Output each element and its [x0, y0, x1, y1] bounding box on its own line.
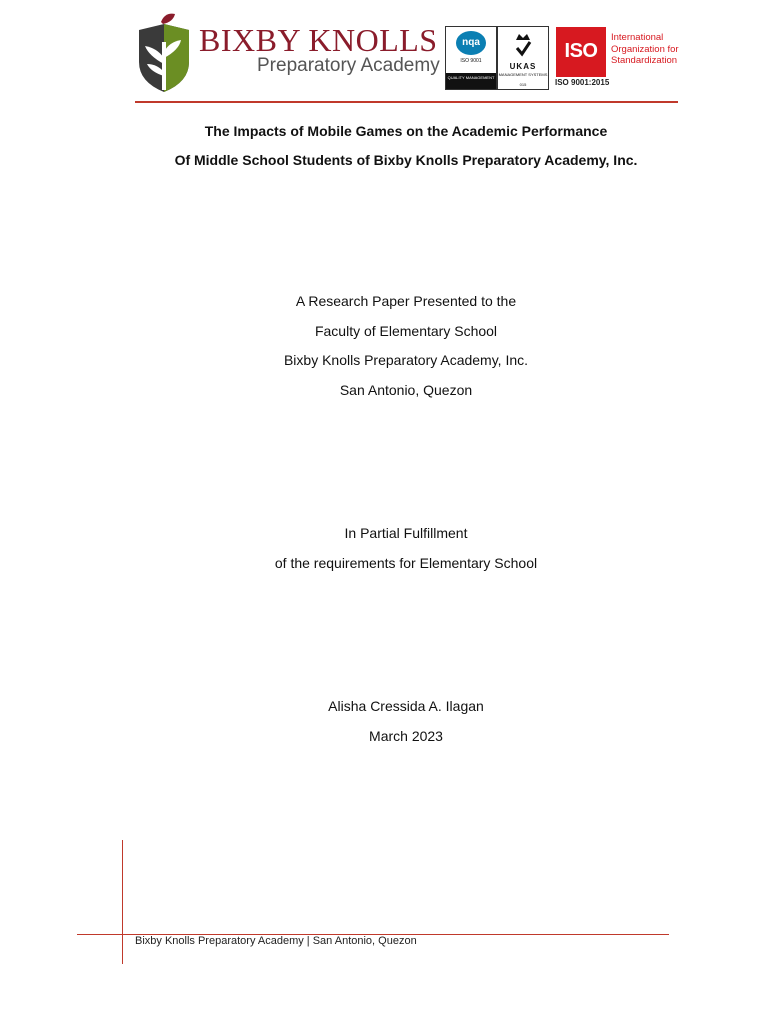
- ukas-certification-badge: [497, 26, 549, 90]
- nqa-footer: QUALITY MANAGEMENT: [446, 73, 496, 89]
- iso-mark: ISO: [564, 40, 598, 62]
- iso-standard-label: ISO 9001:2015: [555, 78, 610, 87]
- iso-org-line: Standardization: [611, 55, 678, 66]
- footer-vertical-rule: [122, 840, 123, 964]
- nqa-standard: ISO 9001: [460, 58, 482, 64]
- header-divider: [135, 101, 678, 103]
- fulfillment-line-2: of the requirements for Elementary School: [274, 555, 538, 571]
- school-shield-logo-icon: [135, 12, 193, 94]
- ukas-number: 015: [519, 82, 527, 87]
- title-line-2: Of Middle School Students of Bixby Knolls Preparatory Academy, Inc.: [174, 152, 638, 168]
- presented-line-4: San Antonio, Quezon: [339, 382, 473, 398]
- iso-org-line: International: [611, 32, 664, 43]
- presented-line-1: A Research Paper Presented to the: [295, 293, 517, 309]
- submission-date: March 2023: [369, 728, 443, 744]
- letterhead: [135, 10, 680, 95]
- iso-org-line: Organization for: [611, 43, 679, 55]
- nqa-certification-badge: [445, 26, 497, 90]
- presented-line-2: Faculty of Elementary School: [314, 323, 498, 339]
- ukas-mark: UKAS: [509, 62, 537, 71]
- nqa-mark: nqa: [456, 31, 486, 55]
- footer-text: Bixby Knolls Preparatory Academy | San Antonio, Quezon: [135, 935, 417, 947]
- iso-organization-label: [611, 32, 681, 67]
- fulfillment-line-1: In Partial Fulfillment: [344, 525, 468, 541]
- school-subtitle-logo-text: Preparatory Academy: [257, 55, 440, 76]
- author-name: Alisha Cressida A. Ilagan: [328, 698, 484, 714]
- presented-line-3: Bixby Knolls Preparatory Academy, Inc.: [283, 352, 529, 368]
- school-name-logo-text: BIXBY KNOLLS: [199, 22, 438, 58]
- iso-logo: [556, 27, 606, 77]
- title-line-1: The Impacts of Mobile Games on the Academic Performance: [204, 123, 608, 139]
- crown-check-icon: [513, 30, 533, 62]
- ukas-sub: MANAGEMENT SYSTEMS: [498, 72, 548, 77]
